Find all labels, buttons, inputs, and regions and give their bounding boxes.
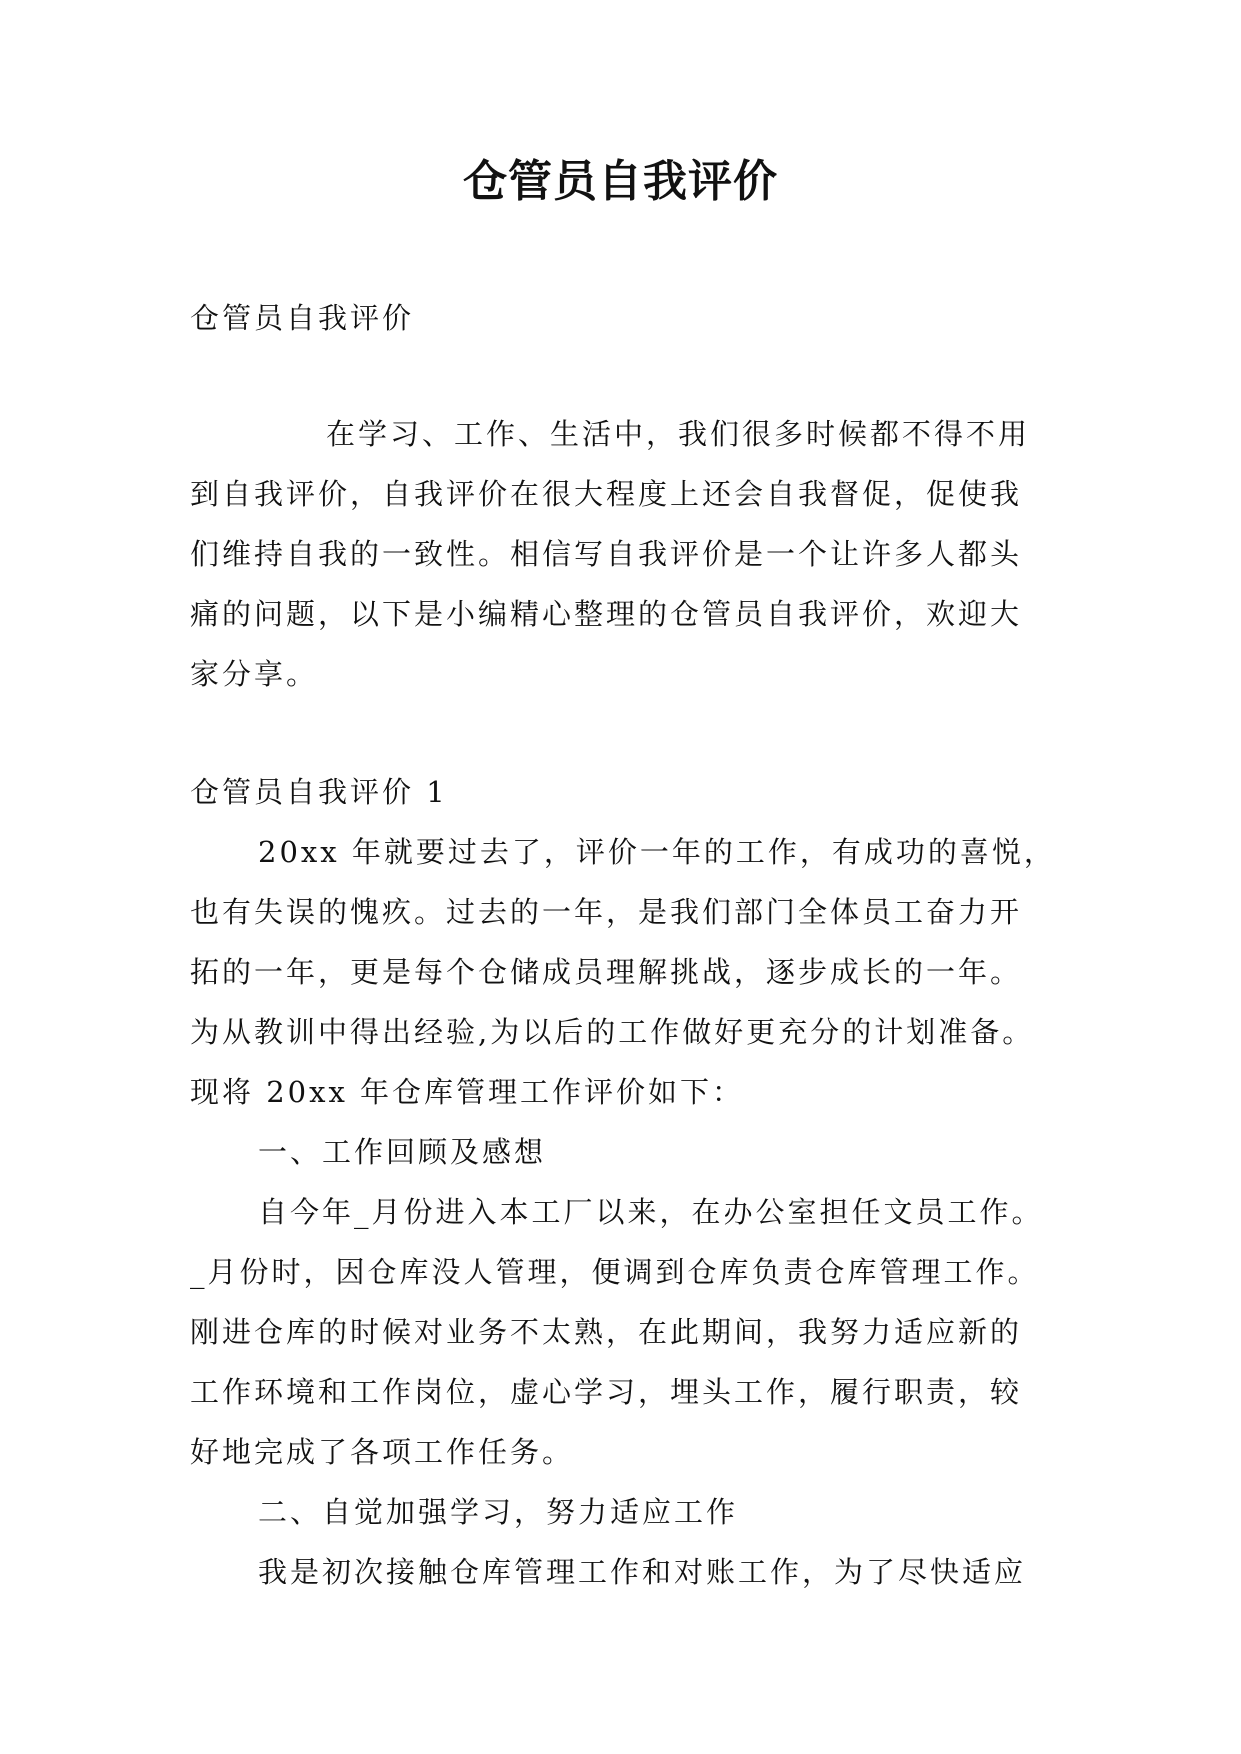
point2-heading: 二、自觉加强学习，努力适应工作 — [258, 1495, 739, 1529]
section-heading: 仓管员自我评价 1 — [190, 775, 448, 809]
intro-paragraph — [190, 404, 1050, 704]
paragraph-line: 刚进仓库的时候对业务不太熟，在此期间，我努力适应新的 — [190, 1315, 1023, 1349]
paragraph-line: 到自我评价，自我评价在很大程度上还会自我督促，促使我 — [190, 477, 1023, 511]
paragraph-line: 我是初次接触仓库管理工作和对账工作，为了尽快适应 — [258, 1555, 1027, 1589]
paragraph-line: 拓的一年，更是每个仓储成员理解挑战，逐步成长的一年。 — [190, 955, 1023, 989]
paragraph-line: 为从教训中得出经验,为以后的工作做好更充分的计划准备。 — [190, 1015, 1035, 1049]
paragraph-line: 现将 20xx 年仓库管理工作评价如下： — [190, 1075, 745, 1109]
document-body — [190, 288, 1056, 1602]
section1-paragraph — [190, 822, 1056, 1122]
paragraph-line: 工作环境和工作岗位，虚心学习，埋头工作，履行职责，较 — [190, 1375, 1023, 1409]
point1-paragraph — [190, 1182, 1050, 1482]
document-title: 仓管员自我评价 — [463, 156, 778, 207]
document-subtitle: 仓管员自我评价 — [190, 301, 415, 335]
paragraph-line: 在学习、工作、生活中，我们很多时候都不得不用 — [326, 417, 1031, 451]
paragraph-line: 20xx 年就要过去了，评价一年的工作，有成功的喜悦， — [258, 835, 1056, 869]
paragraph-line: 家分享。 — [190, 657, 319, 691]
paragraph-line: 好地完成了各项工作任务。 — [190, 1435, 575, 1469]
paragraph-line: _月份时，因仓库没人管理，便调到仓库负责仓库管理工作。 — [190, 1255, 1040, 1289]
point2-paragraph — [190, 1542, 1050, 1602]
paragraph-line: 们维持自我的一致性。相信写自我评价是一个让许多人都头 — [190, 537, 1023, 571]
paragraph-line: 自今年_月份进入本工厂以来，在办公室担任文员工作。 — [258, 1195, 1044, 1229]
point1-heading: 一、工作回顾及感想 — [258, 1135, 547, 1169]
paragraph-line: 痛的问题，以下是小编精心整理的仓管员自我评价，欢迎大 — [190, 597, 1023, 631]
paragraph-line: 也有失误的愧疚。过去的一年，是我们部门全体员工奋力开 — [190, 895, 1023, 929]
